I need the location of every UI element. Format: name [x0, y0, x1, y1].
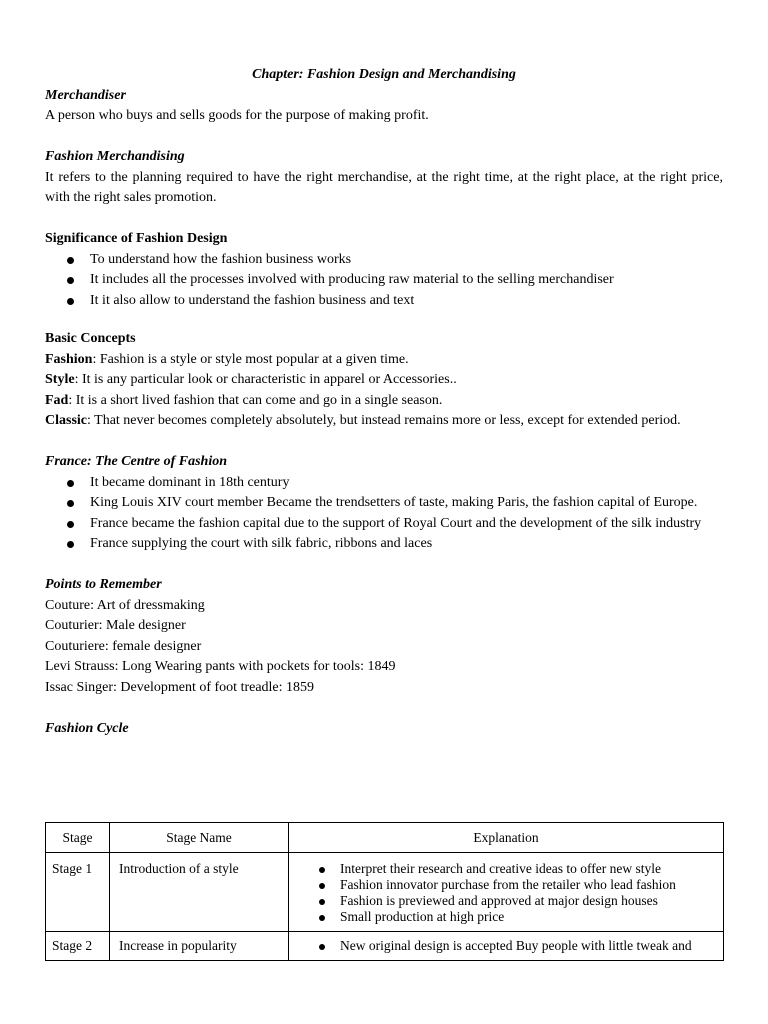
bullet-icon — [319, 915, 325, 921]
bullet-icon — [67, 298, 74, 305]
list-item: To understand how the fashion business works — [45, 250, 723, 271]
stage-name-cell: Introduction of a style — [110, 853, 289, 932]
header-stage-name: Stage Name — [110, 823, 289, 853]
stage-name-cell: Increase in popularity — [110, 932, 289, 961]
list-item: France became the fashion capital due to the support of Royal Court and the development of the silk industry — [45, 514, 723, 535]
bullet-icon — [67, 541, 74, 548]
fashion-merchandising-text: It refers to the planning required to have the right merchandise, at the right time, at the right place, at the right price, with the right sales promotion. — [45, 169, 723, 205]
stage-cell: Stage 2 — [46, 932, 110, 961]
header-explanation: Explanation — [289, 823, 724, 853]
concept-fad: Fad: It is a short lived fashion that can come and go in a single season. — [45, 392, 443, 408]
bullet-icon — [319, 944, 325, 950]
list-item: France supplying the court with silk fabric, ribbons and laces — [45, 534, 723, 555]
bullet-icon — [67, 257, 74, 264]
concept-style: Style: It is any particular look or characteristic in apparel or Accessories.. — [45, 372, 457, 387]
concept-fashion: Fashion: Fashion is a style or style most popular at a given time. — [45, 351, 409, 367]
explanation-cell — [289, 853, 724, 932]
bullet-icon — [67, 480, 74, 487]
document-body — [45, 65, 723, 739]
header-stage: Stage — [46, 823, 110, 853]
list-item: It includes all the processes involved with producing raw material to the selling merchandiser — [45, 270, 723, 291]
bullet-icon — [67, 521, 74, 528]
concept-classic: Classic: That never becomes completely absolutely, but instead remains more or less, except for extended period. — [45, 413, 681, 428]
stage-cell: Stage 1 — [46, 853, 110, 932]
page-title: Chapter: Fashion Design and Merchandising — [252, 67, 516, 82]
point-line: Couturiere: female designer — [45, 638, 202, 654]
bullet-icon — [67, 500, 74, 507]
bullet-icon — [319, 867, 325, 873]
basic-concepts-heading: Basic Concepts — [45, 331, 136, 346]
list-item: It it also allow to understand the fashion business and text — [45, 291, 723, 312]
table-row — [46, 932, 724, 961]
explanation-cell — [289, 932, 724, 961]
bullet-icon — [67, 277, 74, 284]
point-line: Levi Strauss: Long Wearing pants with pockets for tools: 1849 — [45, 659, 396, 674]
fashion-cycle-table — [45, 822, 724, 961]
fashion-merchandising-heading: Fashion Merchandising — [45, 149, 185, 164]
bullet-icon — [319, 883, 325, 889]
france-heading: France: The Centre of Fashion — [45, 454, 228, 469]
point-line: Couture: Art of dressmaking — [45, 597, 205, 613]
significance-heading: Significance of Fashion Design — [45, 231, 228, 246]
points-heading: Points to Remember — [45, 577, 162, 592]
list-item: Small production at high price — [295, 909, 717, 925]
table-header-row — [46, 823, 724, 853]
list-item: King Louis XIV court member Became the trendsetters of taste, making Paris, the fashion capital of Europe. — [45, 493, 723, 514]
point-line: Couturier: Male designer — [45, 618, 186, 633]
list-item: New original design is accepted Buy people with little tweak and — [295, 938, 717, 954]
france-list — [45, 473, 723, 555]
list-item: Fashion innovator purchase from the retailer who lead fashion — [295, 877, 717, 893]
table-row — [46, 853, 724, 932]
significance-list — [45, 250, 723, 312]
bullet-icon — [319, 899, 325, 905]
list-item: Interpret their research and creative ideas to offer new style — [295, 861, 717, 877]
merchandiser-text: A person who buys and sells goods for the purpose of making profit. — [45, 108, 429, 123]
list-item: It became dominant in 18th century — [45, 473, 723, 494]
merchandiser-heading: Merchandiser — [45, 87, 126, 103]
list-item: Fashion is previewed and approved at major design houses — [295, 893, 717, 909]
fashion-cycle-heading: Fashion Cycle — [45, 720, 129, 736]
point-line: Issac Singer: Development of foot treadle: 1859 — [45, 679, 315, 695]
